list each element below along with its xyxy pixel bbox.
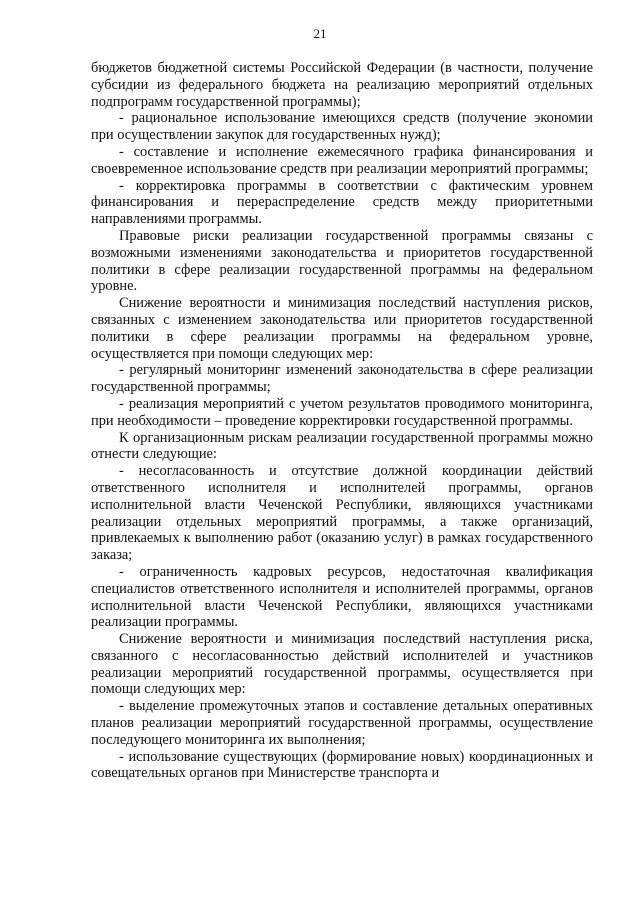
list-item-legislation-monitoring: - регулярный мониторинг изменений законодательства в сфере реализации государственной программы; xyxy=(91,362,593,396)
list-item-intermediate-stages: - выделение промежуточных этапов и составление детальных оперативных планов реализации мероприятий государственной программы, осуществление последующего мониторинга их выполнения; xyxy=(91,698,593,748)
list-item-coordination-bodies: - использование существующих (формирование новых) координационных и совещательных органов при Министерстве транспорта и xyxy=(91,748,593,782)
list-item-program-adjustment: - корректировка программы в соответствии с фактическим уровнем финансирования и перераспределение средств между приоритетными направлениями программы. xyxy=(91,177,593,228)
page-number: 21 xyxy=(313,26,327,41)
list-item-inconsistency: - несогласованность и отсутствие должной координации действий ответственного исполнителя и исполнителей программы, органов исполнительной власти Чеченской Республики, являющихся участниками реализации отдельных мероприятий программы, а также организаций, привлекаемых к выполнению работ (оказанию услуг) в рамках государственного заказа; xyxy=(91,463,593,564)
list-item-rational-use: - рациональное использование имеющихся средств (получение экономии при осуществлении закупок для государственных нужд); xyxy=(91,110,593,144)
paragraph-legal-risks: Правовые риски реализации государственной программы связаны с возможными изменениями законодательства и приоритетов государственной политики в сфере реализации государственной программы на федеральном уровне. xyxy=(91,227,593,295)
paragraph-legal-risk-mitigation: Снижение вероятности и минимизация последствий наступления рисков, связанных с изменением законодательства или приоритетов государственной политики в сфере реализации программы на федеральном уровне, осуществляется при помощи следующих мер: xyxy=(91,295,593,362)
list-item-financing-schedule: - составление и исполнение ежемесячного графика финансирования и своевременное использование средств при реализации мероприятий программы; xyxy=(91,143,593,177)
body-text xyxy=(91,60,593,782)
list-item-limited-staff: - ограниченность кадровых ресурсов, недостаточная квалификация специалистов ответственного исполнителя и исполнителей программы, органов исполнительной власти Чеченской Республики, являющихся участниками реализации программы. xyxy=(91,563,593,631)
paragraph-organizational-risk-mitigation: Снижение вероятности и минимизация последствий наступления риска, связанного с несогласованностью действий исполнителей и участников реализации мероприятий государственной программы, осуществляется при помощи следующих мер: xyxy=(91,631,593,698)
paragraph-organizational-risks: К организационным рискам реализации государственной программы можно отнести следующие: xyxy=(91,429,593,463)
paragraph-continuation: бюджетов бюджетной системы Российской Федерации (в частности, получение субсидии из федерального бюджета на реализацию мероприятий отдельных подпрограмм государственной программы); xyxy=(91,60,593,110)
list-item-monitoring-results: - реализация мероприятий с учетом результатов проводимого мониторинга, при необходимости – проведение корректировки государственной программы. xyxy=(91,395,593,429)
